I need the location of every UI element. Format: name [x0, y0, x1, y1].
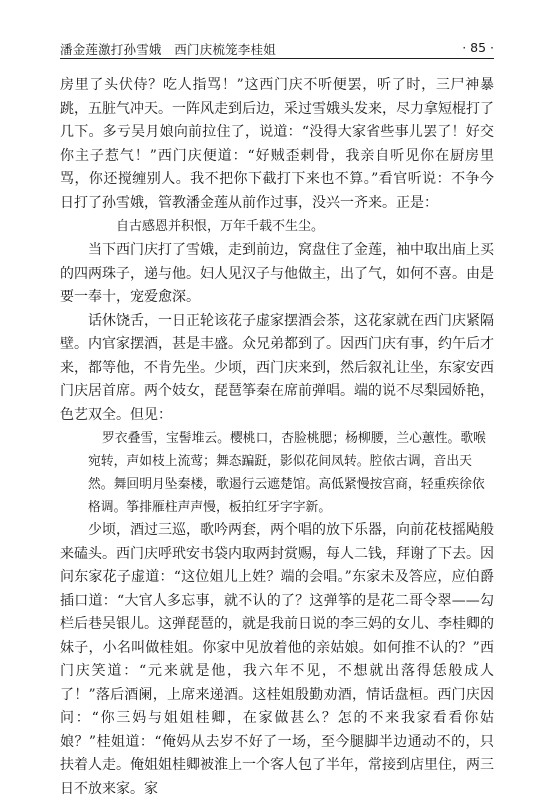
paragraph: 少顷，酒过三巡，歌吟两套，两个唱的放下乐器，向前花枝摇飐般来磕头。西门庆呼玳安书袋内取两封赏赐，每人二钱，拜谢了下去。因问东家花子虚道：“这位姐儿上姓？端的会唱。”东家未及答应，应伯爵插口道：“大官人多忘事，就不认的了？这弹筝的是花二哥令翠——勾栏后巷吴银儿。这弹琵琶的，就是我前日说的李三妈的女儿、李桂卿的妹子，小名叫做桂姐。你家中见放着他的亲姑娘。如何推不认的？”西门庆笑道：“元来就是他，我六年不见，不想就出落得恁般成人了！”落后酒阑，上席来递酒。这桂姐殷勤劝酒，情话盘桓。西门庆因问：“你三妈与姐姐桂卿，在家做甚么？怎的不来我家看看你姑娘？”桂姐道：“俺妈从去岁不好了一场，至今腿脚半边通动不的，只扶着人走。俺姐姐桂卿被淮上一个客人包了半年，常接到店里住，两三日不放来家。家 — [60, 522, 494, 797]
page-body — [60, 74, 494, 801]
page-header — [60, 40, 494, 59]
paragraph: 话休饶舌，一日正轮该花子虚家摆酒会茶，这花家就在西门庆紧隔壁。内官家摆酒，甚是丰盛。众兄弟都到了。因西门庆有事，约午后才来，都等他，不肯先坐。少顷，西门庆来到，然后叙礼让坐，东家安西门庆居首席。两个妓女，琵琶筝秦在席前弹唱。端的说不尽梨园娇艳，色艺双全。但见： — [60, 312, 494, 423]
page-number: · 85 · — [462, 40, 494, 55]
running-title: 潘金莲激打孙雪娥 西门庆梳笼李桂姐 — [60, 42, 276, 57]
verse-text: 罗衣叠雪，宝髻堆云。樱桃口，杏脸桃腮；杨柳腰，兰心蕙性。歌喉宛转，声如枝上流莺；舞态蹁跹，影似花间凤转。腔依古调，音出天然。舞回明月坠秦楼，歌遏行云遮楚馆。高低紧慢按宫商，轻重疾徐依格调。筝排雁柱声声慢，板拍红牙字字新。 — [88, 431, 486, 515]
paragraph: 当下西门庆打了雪娥，走到前边，窝盘住了金莲，袖中取出庙上买的四两珠子，递与他。妇人见汉子与他做主，出了气，如何不喜。由是要一奉十，宠爱愈深。 — [60, 242, 494, 305]
verse-block — [60, 427, 494, 519]
paragraph: 房里了头伏侍？吃人指骂！”这西门庆不听便罢，听了时，三尸神暴跳，五脏气冲天。一阵风走到后边，采过雪娥头发来，尽力拿短棍打了几下。多亏吴月娘向前拉住了，说道：“没得大家省些事儿罢了！好交你主子惹气！”西门庆便道：“好贼歪剌骨，我亲自听见你在厨房里骂，你还搅缠别人。我不把你下截打下来也不算。”看官听说：不争今日打了孙雪娥，管教潘金莲从前作过事，没兴一齐来。正是： — [60, 77, 494, 211]
poem-couplet: 自古感恩并积恨，万年千载不生尘。 — [116, 219, 325, 234]
